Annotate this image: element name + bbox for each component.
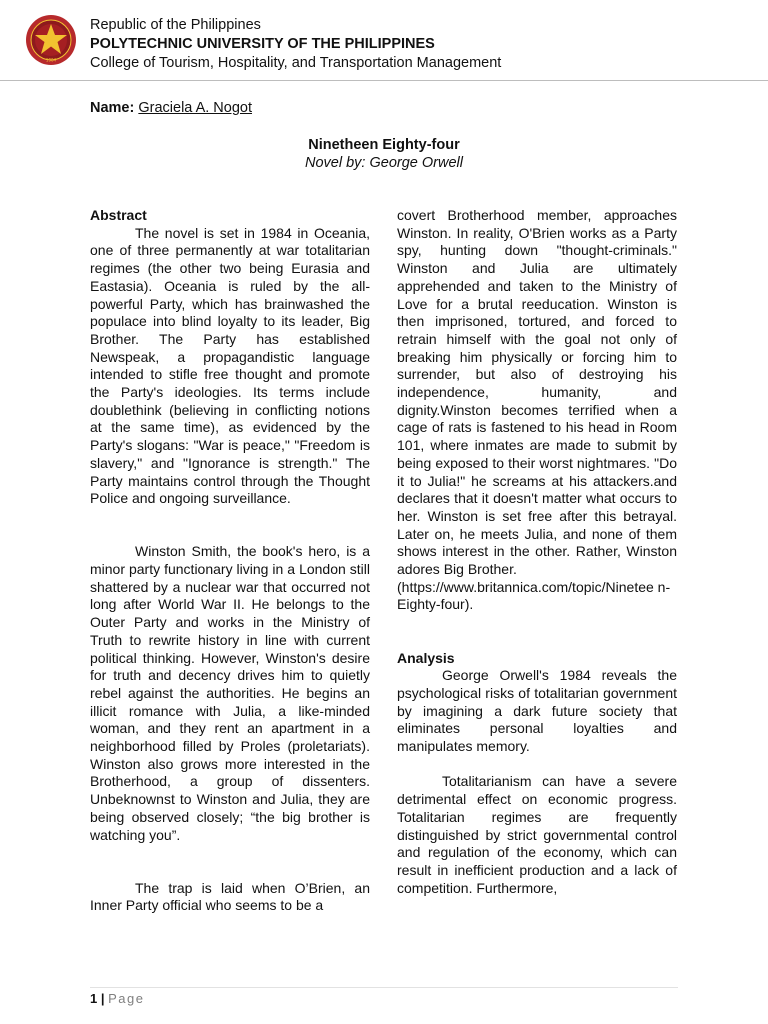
- left-column: [90, 207, 370, 915]
- document-title: Ninetheen Eighty-four: [308, 137, 460, 153]
- name-value: Graciela A. Nogot: [138, 100, 253, 116]
- page-separator: |: [100, 991, 105, 1006]
- analysis-paragraph-2: Totalitarianism can have a severe detrimental effect on economic progress. Totalitarian regimes are frequently distinguished by strict governmental control and regulation of the economy, which can result in inefficient production and a lack of competition. Furthermore,: [397, 773, 677, 896]
- page-number: 1: [90, 991, 98, 1006]
- analysis-paragraph-1: George Orwell's 1984 reveals the psychological risks of totalitarian government by imagining a dark future society that eliminates personal loyalties and manipulates memory.: [397, 667, 677, 755]
- abstract-paragraph-2: Winston Smith, the book's hero, is a minor party functionary living in a London still shattered by a nuclear war that occurred not long after World War II. He belongs to the Outer Party and works in the Ministry of Truth to rewrite history in line with current political thinking. However, Winston's desire for truth and decency drives him to quietly rebel against the authorities. He begins an illicit romance with Julia, a like-minded woman, and they rent an apartment in a neighborhood filled by Proles (proletariats). Winston also grows more interested in the Brotherhood, a group of dissenters. Unbeknownst to Winston and Julia, they are being observed closely; “the big brother is watching you”.: [90, 543, 370, 843]
- document-header: [90, 16, 501, 73]
- university-name: POLYTECHNIC UNIVERSITY OF THE PHILIPPINES: [90, 36, 435, 52]
- citation-link: (https://www.britannica.com/topic/Ninetee n-Eighty-four).: [397, 578, 671, 613]
- republic-line: Republic of the Philippines: [90, 17, 261, 33]
- abstract-paragraph-3: The trap is laid when O’Brien, an Inner Party official who seems to be a: [90, 879, 370, 914]
- continued-paragraph: covert Brotherhood member, approaches Winston. In reality, O'Brien works as a Party spy, hunting down "thought-criminals." Winston and Julia are ultimately apprehended and taken to the Ministry of Love for a brutal reeducation. Winston is then imprisoned, tortured, and forced to retrain himself with the goal not only of breaking him physically or forcing him to surrender, but also of destroying his independence, humanity, and dignity.Winston becomes terrified when a cage of rats is fastened to his head in Room 101, where inmates are made to submit by being exposed to their worst nightmares. "Do it to Julia!" he screams at his attackers.and declares that it doesn't matter what occurs to her. Winston is set free after this betrayal. Later on, he meets Julia, and none of them shows interest in the other. Rather, Winston adores Big Brother.: [397, 207, 677, 578]
- abstract-heading: Abstract: [90, 207, 147, 223]
- student-name-line: [90, 100, 252, 116]
- college-name: College of Tourism, Hospitality, and Transportation Management: [90, 55, 502, 71]
- footer-divider: [90, 987, 678, 988]
- document-subtitle: Novel by: George Orwell: [305, 155, 463, 171]
- abstract-paragraph-1: The novel is set in 1984 in Oceania, one of three permanently at war totalitarian regimes (the other two being Eurasia and Eastasia). Oceania is ruled by the all-powerful Party, which has brainwashed the populace into blind loyalty to its leader, Big Brother. The Party has established Newspeak, a propagandistic language intended to stifle free thought and promote the Party's ideologies. Its terms include doublethink (believing in conflicting notions at the same time), as evidenced by the Party's slogans: "War is peace," "Freedom is slavery," and "Ignorance is strength." The Party maintains control through the Thought Police and ongoing surveillance.: [90, 224, 370, 507]
- name-label: Name:: [90, 100, 135, 116]
- right-column: [397, 207, 677, 897]
- document-title-block: [0, 136, 768, 172]
- page-footer: [90, 991, 145, 1006]
- header-divider: [0, 80, 768, 81]
- analysis-heading: Analysis: [397, 649, 455, 666]
- page-label: Page: [108, 991, 145, 1006]
- seal-year: 1904: [45, 57, 57, 63]
- university-seal-logo: [25, 14, 77, 66]
